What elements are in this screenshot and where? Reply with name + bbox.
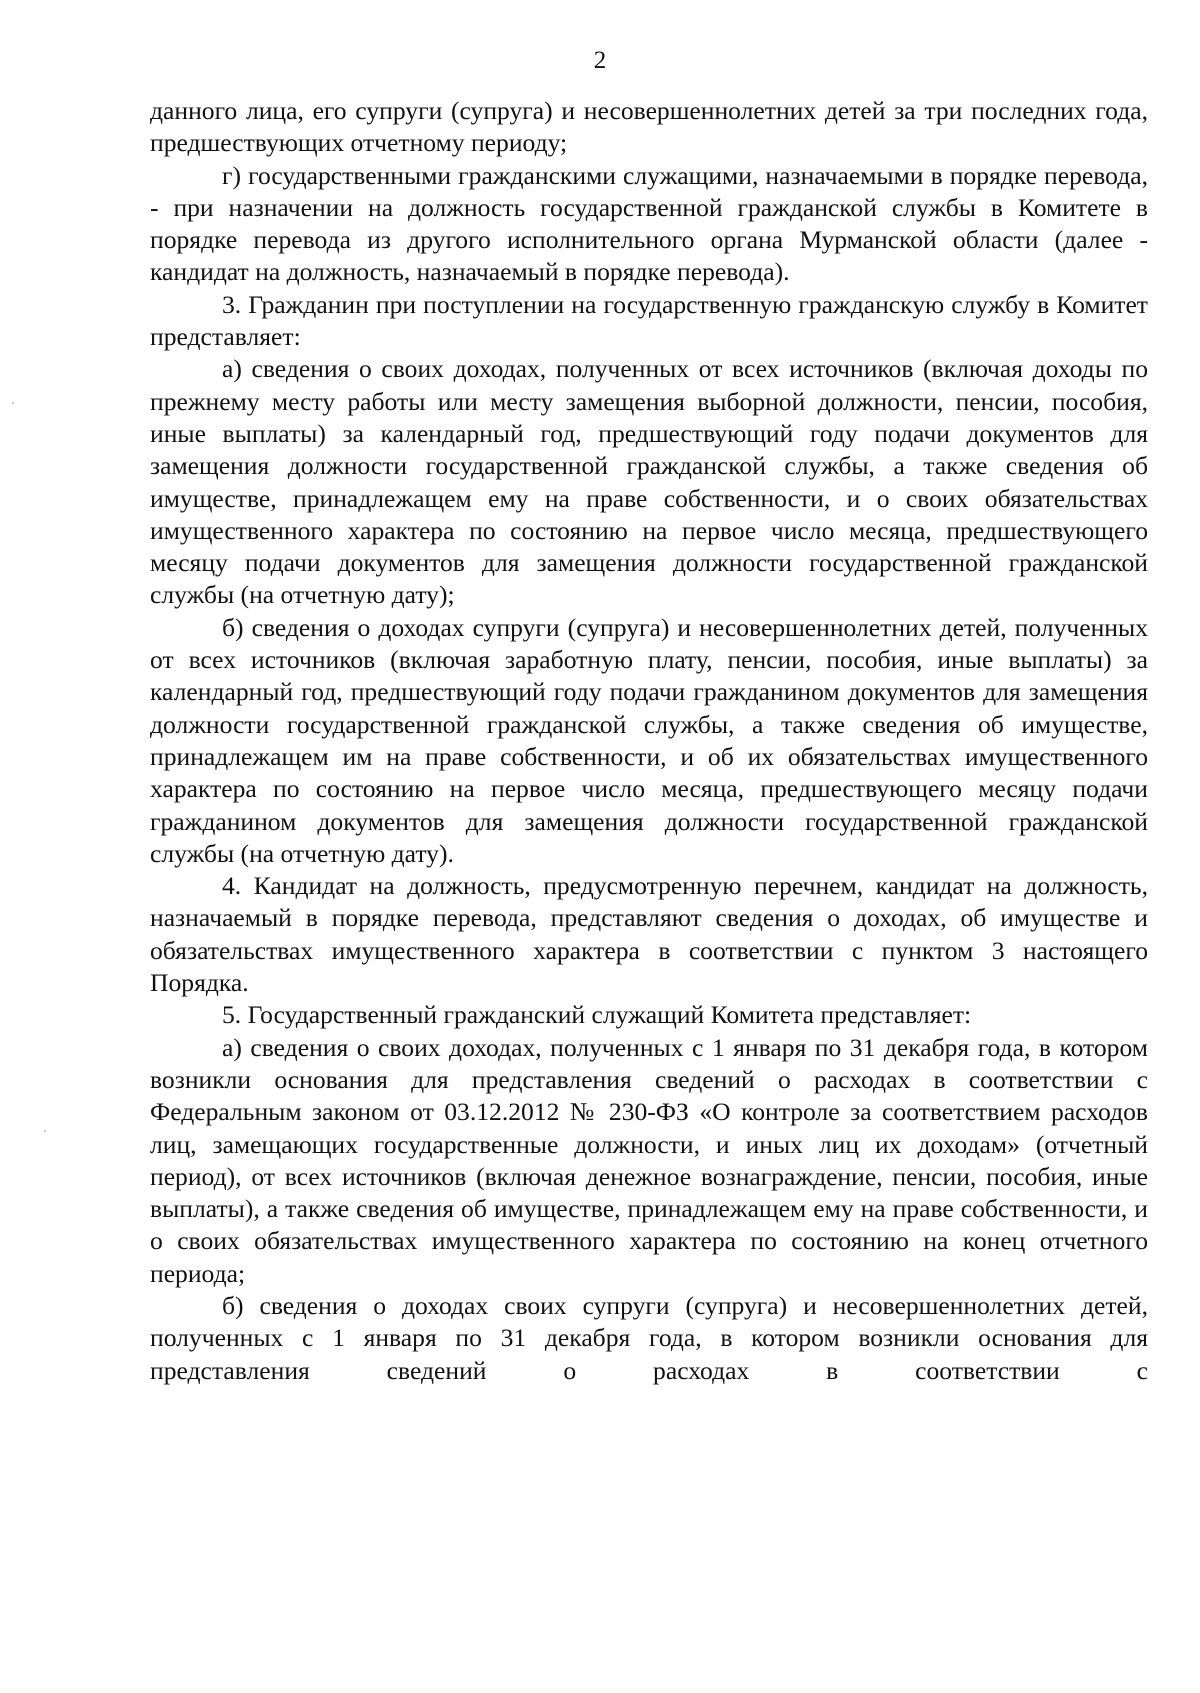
page-number: 2 [593,47,607,74]
scan-speck [44,1130,46,1132]
scan-speck [12,402,14,404]
paragraph-item-3b: б) сведения о доходах супруги (супруга) и несовершеннолетних детей, полученных от всех источников (включая заработную плату, пенсии, пособия, иные выплаты) за календарный год, предшествующий году подачи гражданином документов для замещения должности государственной гражданской службы, а также сведения об имуществе, принадлежащем им на праве собственности, и об их обязательствах имущественного характера по состоянию на первое число месяца, предшествующего месяцу подачи гражданином документов для замещения должности государственной гражданской службы (на отчетную дату). [150,612,1148,868]
paragraph-item-5b: б) сведения о доходах своих супруги (супруга) и несовершеннолетних детей, полученных с 1 января по 31 декабря года, в котором возникли основания для представления сведений о расходах в соответствии с [150,1290,1148,1385]
paragraph-item-5: 5. Государственный гражданский служащий Комитета представляет: [222,1000,972,1030]
document-body [150,95,1148,1387]
paragraph-item-3a: а) сведения о своих доходах, полученных от всех источников (включая доходы по прежнему месту работы или месту замещения выборной должности, пенсии, пособия, иные выплаты) за календарный год, предшествующий году подачи документов для замещения должности государственной гражданской службы, а также сведения об имуществе, принадлежащем ему на праве собственности, и о своих обязательствах имущественного характера по состоянию на первое число месяца, предшествующего месяцу подачи документов для замещения должности государственной гражданской службы (на отчетную дату); [150,354,1148,610]
paragraph-item-3: 3. Гражданин при поступлении на государственную гражданскую службу в Комитет представляет: [150,289,1148,352]
paragraph-continuation: данного лица, его супруги (супруга) и несовершеннолетних детей за три последних года, предшествующих отчетному периоду; [150,96,1148,158]
paragraph-item-5a: а) сведения о своих доходах, полученных с 1 января по 31 декабря года, в котором возникли основания для представления сведений о расходах в соответствии с Федеральным законом от 03.12.2012 № 230-ФЗ «О контроле за соответствием расходов лиц, замещающих государственные должности, и иных лиц их доходам» (отчетный период), от всех источников (включая денежное вознаграждение, пенсии, пособия, иные выплаты), а также сведения об имуществе, принадлежащем ему на праве собственности, и о своих обязательствах имущественного характера по состоянию на конец отчетного периода; [150,1032,1148,1288]
paragraph-item-g: г) государственными гражданскими служащими, назначаемыми в порядке перевода, - при назначении на должность государственной гражданской службы в Комитете в порядке перевода из другого исполнительного органа Мурманской области (далее - кандидат на должность, назначаемый в порядке перевода). [150,160,1148,287]
paragraph-item-4: 4. Кандидат на должность, предусмотренную перечнем, кандидат на должность, назначаемый в порядке перевода, представляют сведения о доходах, об имуществе и обязательствах имущественного характера в соответствии с пунктом 3 настоящего Порядка. [150,871,1148,998]
